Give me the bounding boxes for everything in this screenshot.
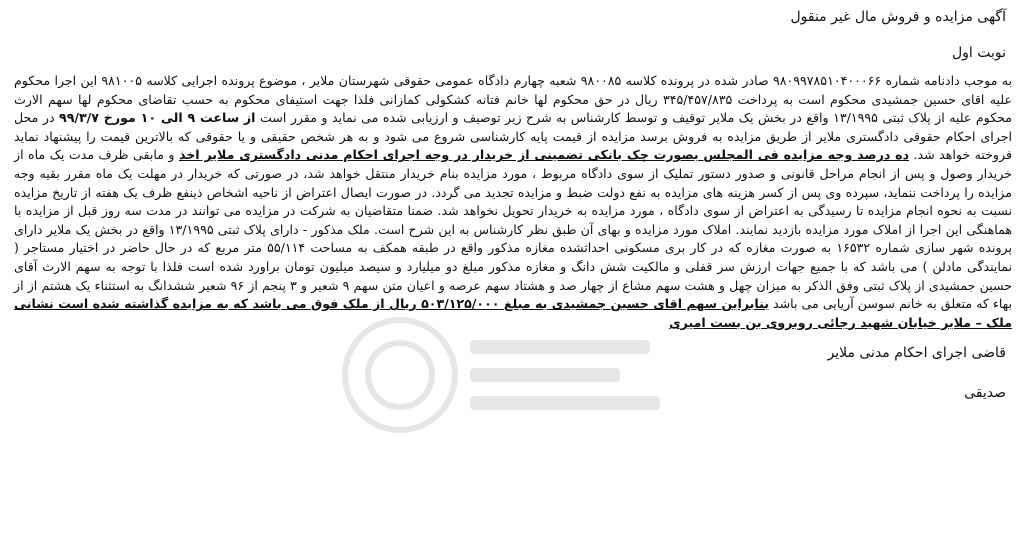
body-text-part-1: به موجب دادنامه شماره ۹۸۰۹۹۷۸۵۱۰۴۰۰۰۶۶ صادر شده در پرونده کلاسه ۹۸۰۰۸۵ شعبه چهارم دادگاه عمومی حقوقی شهرستان ملایر ، موضوع پرونده اجرایی کلاسه ۹۸۱۰۰۵ این اجرا محکوم علیه اقای حسین جمشیدی محکوم است به پرداخت ۳۴۵/۴۵۷/۸۳۵ ریال در حق محکوم لها خانم فتانه کشکولی کمازانی فلذا جهت استیفای محکوم به حسب تقاضای محکوم لها سهم الارث محکوم علیه از پلاک ثبتی ۱۳/۱۹۹۵ واقع در بخش یک ملایر توقیف و توسط کارشناس به شرح زیر توصیف و ارزیابی شده می نماید و مقرر است bbox=[14, 73, 1013, 126]
notice-title: آگهی مزایده و فروش مال غیر منقول bbox=[790, 9, 1006, 25]
notice-body bbox=[14, 72, 1012, 332]
deposit-condition: ده درصد وجه مزایده فی المجلس بصورت چک بانکی تضمینی از خریدار در وجه اجرای احکام مدنی دادگستری ملایر اخذ bbox=[178, 147, 910, 163]
body-text-part-3: در محل اجرای احکام حقوقی دادگستری ملایر از طریق مزایده به فروش برسد مزایده از قیمت پایه کارشناسی شروع می شود و به هر شخص حقیقی و یا حقوقی که بالاترین قیمت را پیشنهاد نماید فروخته خواهد شد. bbox=[14, 110, 1012, 163]
signer-name: صدیقی bbox=[964, 385, 1006, 402]
body-text-part-5: و مابقی ظرف مدت یک ماه از خریدار وصول و پس از انجام مراحل قانونی و صدور دستور تملیک از سوی دادگاه مربوط ، مورد مزایده بنام خریدار منتقل خواهد شد، در صورتی که خریدار در مهلت یک ماه مقرر بقیه وجه مزایده را پرداخت ننماید، سپرده وی پس از کسر هزینه های مزایده به نفع دولت ضبط و مزایده تجدید می گردد. در صورت ایصال اعتراض از ناحیه اشخاص ذینفع ظرف یک هفته از تاریخ مزایده نسبت به نحوه انجام مزایده تا رسیدگی به اعتراض از سوی دادگاه ، مورد مزایده به خریدار تحویل نخواهد شد. ضمنا متقاضیان به شرکت در مزایده می توانند در مدت سه روز قبل از مزایده با هماهنگی این اجرا از املاک مورد مزایده بازدید نمایند. املاک مورد مزایده و بهای آن طبق نظر کارشناس به این شرح است. ملک مذکور - دارای پلاک ثبتی ۱۳/۱۹۹۵ واقع در بخش یک ملایر دارای پرونده شهر سازی شماره ۱۶۵۳۲ به صورت مغازه که در کار بری مسکونی احداثشده مغازه مذکور واقع در طبقه همکف به مساحت ۵۵/۱۱۴ متر مربع که در حال حاضر در اختیار مستاجر ( نمایندگی مادلن ) می باشد که با جمیع جهات ارزش سر قفلی و مالکیت شش دانگ و مغازه مذکور مبلغ دو میلیارد و سیصد میلیون تومان براورد شده است فلذا با توجه به سهم الارث آقای حسین جمشیدی از پلاک ثبتی وفق الذکر به میزان چهل و هشت سهم مشاع از چهار صد و هشتاد سهم عرصه و اعیان متن سهم ۹ شعیر و ۳ پنجم از ۹۶ شعیر ششدانگ به استثناء یک هشتم از از بهاء که متعلق به خانم سوسن آریایی می باشد bbox=[14, 147, 1012, 312]
notice-round: نوبت اول bbox=[951, 45, 1006, 61]
signature-title: قاضی اجرای احکام مدنی ملایر bbox=[827, 345, 1006, 362]
share-value-and-address: بنابراین سهم اقای حسین جمشیدی به مبلغ ۵۰۳/۱۲۵/۰۰۰ ریال از ملک فوق می باشد که به مزایده گذاشته شده است نشانی ملک – ملایر خیابان شهید رجائی روبروی بن بست امیری bbox=[14, 296, 1012, 330]
auction-datetime: از ساعت ۹ الی ۱۰ مورخ ۹۹/۳/۷ bbox=[59, 110, 256, 126]
